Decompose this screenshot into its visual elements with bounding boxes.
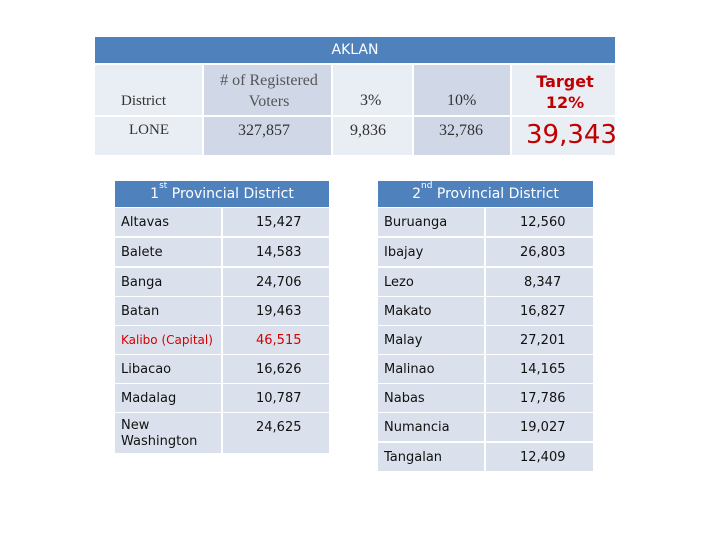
registered-voters-header: # of Registered Voters — [220, 72, 318, 110]
district-header: District — [121, 93, 166, 109]
second-district-value: 16,827 — [486, 297, 593, 325]
second-district-value: 26,803 — [486, 238, 593, 266]
second-district-value: 12,409 — [486, 443, 593, 471]
second-district-name: Makato — [378, 297, 484, 325]
pct10-header-cell — [414, 65, 510, 115]
first-district-name: Libacao — [115, 355, 221, 383]
target-header: Target 12% — [536, 72, 594, 112]
first-district-name: Banga — [115, 268, 221, 296]
second-district-header — [378, 181, 593, 207]
first-district-value: 46,515 — [223, 326, 329, 354]
second-district-title-num: 2 — [412, 186, 421, 202]
second-district-title-sup: nd — [421, 181, 433, 191]
first-district-name: Batan — [115, 297, 221, 325]
pct3-value-cell — [333, 117, 412, 155]
second-district-value: 19,027 — [486, 413, 593, 441]
first-district-name: Altavas — [115, 208, 221, 236]
pct3-value: 9,836 — [350, 122, 386, 139]
first-district-value: 24,706 — [223, 268, 329, 296]
first-district-value: 24,625 — [223, 413, 329, 453]
first-district-value: 15,427 — [223, 208, 329, 236]
pct10-value-cell — [414, 117, 510, 155]
second-district-value: 14,165 — [486, 355, 593, 383]
second-district-value: 27,201 — [486, 326, 593, 354]
district-value-cell — [95, 117, 202, 155]
first-district-name: Madalag — [115, 384, 221, 412]
pct10-value: 32,786 — [439, 122, 483, 139]
second-district-value: 17,786 — [486, 384, 593, 412]
second-district-name: Ibajay — [378, 238, 484, 266]
second-district-name: Lezo — [378, 268, 484, 296]
first-district-title-num: 1 — [150, 186, 160, 202]
district-header-cell — [95, 65, 202, 115]
first-district-name: New Washington — [115, 413, 221, 453]
registered-voters-value-cell — [204, 117, 331, 155]
pct3-header: 3% — [360, 92, 382, 109]
second-district-name: Malay — [378, 326, 484, 354]
first-district-title-text: Provincial District — [167, 186, 294, 202]
first-district-value: 19,463 — [223, 297, 329, 325]
second-district-name: Numancia — [378, 413, 484, 441]
first-district-value: 16,626 — [223, 355, 329, 383]
first-district-header — [115, 181, 329, 207]
second-district-name: Tangalan — [378, 443, 484, 471]
second-district-name: Malinao — [378, 355, 484, 383]
first-district-title-sup: st — [159, 181, 168, 191]
first-district-name: Balete — [115, 238, 221, 266]
pct10-header: 10% — [447, 92, 477, 109]
first-district-value: 10,787 — [223, 384, 329, 412]
second-district-name: Nabas — [378, 384, 484, 412]
second-district-title-text: Provincial District — [432, 186, 559, 202]
target-value: 39,343 — [526, 120, 617, 150]
first-district-name: Kalibo (Capital) — [115, 326, 221, 354]
target-header-cell — [512, 65, 615, 115]
second-district-name: Buruanga — [378, 208, 484, 236]
first-district-value: 14,583 — [223, 238, 329, 266]
target-value-cell — [512, 117, 615, 155]
aklan-title: AKLAN — [95, 37, 615, 63]
registered-voters-value: 327,857 — [238, 122, 290, 139]
second-district-value: 8,347 — [486, 268, 593, 296]
second-district-value: 12,560 — [486, 208, 593, 236]
district-value: LONE — [129, 122, 169, 138]
pct3-header-cell — [333, 65, 412, 115]
registered-voters-header-cell — [204, 65, 331, 115]
